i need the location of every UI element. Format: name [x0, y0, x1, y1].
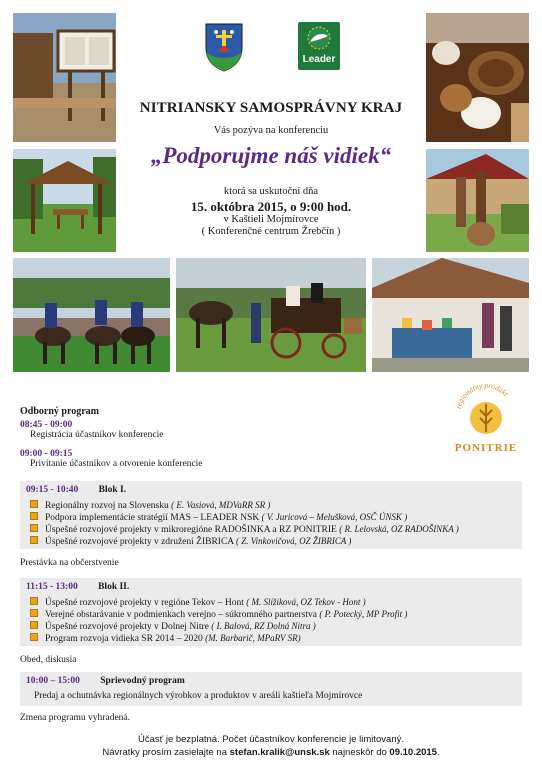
- photo-wooden-shelter: [13, 149, 116, 252]
- program-heading: Odborný program: [20, 406, 99, 417]
- list-item: Úspešné rozvojové projekty v združení ŽIBRICA ( Z. Vinkovičová, OZ ŽIBRICA ): [30, 536, 351, 547]
- region-name: NITRIANSKY SAMOSPRÁVNY KRAJ: [139, 100, 403, 116]
- bullet-icon: [30, 536, 38, 544]
- slot-opening: [20, 449, 522, 469]
- product-ring-text: regionálny produkt: [453, 380, 511, 410]
- bullet-icon: [30, 500, 38, 508]
- footer-line-2: Návratky prosím zasielajte na stefan.kralik@unsk.sk najneskôr do 09.10.2015.: [102, 747, 440, 758]
- slot-text: Registrácia účastníkov konferencie: [30, 430, 164, 440]
- slot-time: 09:00 - 09:15: [20, 449, 73, 459]
- list-item: Úspešné rozvojové projekty v mikroregióne RADOŠINKA a RZ PONITRIE ( R. Lelovská, OZ RADOŠINKA ): [30, 524, 459, 535]
- block-label: Sprievodný program: [100, 676, 185, 686]
- contact-email[interactable]: stefan.kralik@unsk.sk: [229, 747, 330, 758]
- bullet-icon: [30, 597, 38, 605]
- photo-info-board: [13, 13, 116, 142]
- bullet-icon: [30, 609, 38, 617]
- photo-horse-riders: [13, 258, 170, 372]
- block-two: [20, 578, 522, 646]
- venue-text: v Kaštieli Mojmírovce: [223, 214, 319, 225]
- photo-market-stall: [372, 258, 529, 372]
- block-three: [20, 672, 522, 706]
- list-item: Úspešné rozvojové projekty v regióne Tekov – Hont ( M. Slížiková, OZ Tekov - Hont ): [30, 597, 366, 608]
- block-text: Predaj a ochutnávka regionálnych výrobkov a produktov v areáli kaštieľa Mojmírovce: [34, 691, 363, 701]
- slot-time: 08:45 - 09:00: [20, 420, 73, 430]
- block-time: 10:00 – 15:00: [26, 676, 80, 686]
- list-item: Podpora implementácie stratégií MAS – LEADER NSK ( V. Juricová – Melušková, OSČ ÚNSK ): [30, 512, 407, 523]
- venue-detail: ( Konferenčné centrum Žrebčín ): [201, 226, 341, 237]
- block-one: [20, 481, 522, 549]
- bullet-icon: [30, 524, 38, 532]
- coat-of-arms-icon: [204, 22, 244, 72]
- list-item: Regionálny rozvoj na Slovensku ( E. Vasiová, MDVaRR SR ): [30, 500, 270, 511]
- slot-text: Privítanie účastníkov a otvorenie konferencie: [30, 459, 203, 469]
- block-label: Blok II.: [98, 582, 130, 592]
- product-name: PONITRIE: [454, 442, 518, 454]
- photo-pottery: [426, 13, 529, 142]
- slot-registration: [20, 420, 522, 440]
- block-time: 11:15 - 13:00: [26, 582, 78, 592]
- conference-title: „Podporujme náš vidiek“: [150, 143, 392, 168]
- block-time: 09:15 - 10:40: [26, 485, 79, 495]
- program-reserved-note: Zmena programu vyhradená.: [20, 713, 130, 723]
- deadline-date: 09.10.2015: [389, 747, 437, 758]
- photo-wooden-figures: [426, 149, 529, 252]
- invitation-text: Vás pozýva na konferenciu: [213, 125, 329, 136]
- break-refreshments: Prestávka na občerstvenie: [20, 558, 119, 568]
- list-item: Verejné obstarávanie v podmienkach verejno – súkromného partnerstva ( P. Potecký, MP Profit ): [30, 609, 407, 620]
- leader-logo-text: Leader: [302, 54, 336, 65]
- bullet-icon: [30, 633, 38, 641]
- list-item: Program rozvoja vidieka SR 2014 – 2020 (M. Barbarič, MPaRV SR): [30, 633, 301, 644]
- ponitrie-logo: [450, 374, 522, 460]
- bullet-icon: [30, 621, 38, 629]
- conference-date: 15. októbra 2015, o 9:00 hod.: [190, 199, 352, 214]
- break-lunch: Obed, diskusia: [20, 655, 77, 665]
- list-item: Úspešné rozvojové projekty v Dolnej Nitre ( I. Balová, RZ Dolná Nitra ): [30, 621, 316, 632]
- block-label: Blok I.: [98, 485, 127, 495]
- held-text: ktorá sa uskutoční dňa: [223, 186, 319, 197]
- leader-logo: [298, 22, 340, 70]
- footer-line-1: Účasť je bezplatná. Počet účastníkov konferencie je limitovaný.: [137, 734, 404, 745]
- photo-horse-carriage: [176, 258, 366, 372]
- bullet-icon: [30, 512, 38, 520]
